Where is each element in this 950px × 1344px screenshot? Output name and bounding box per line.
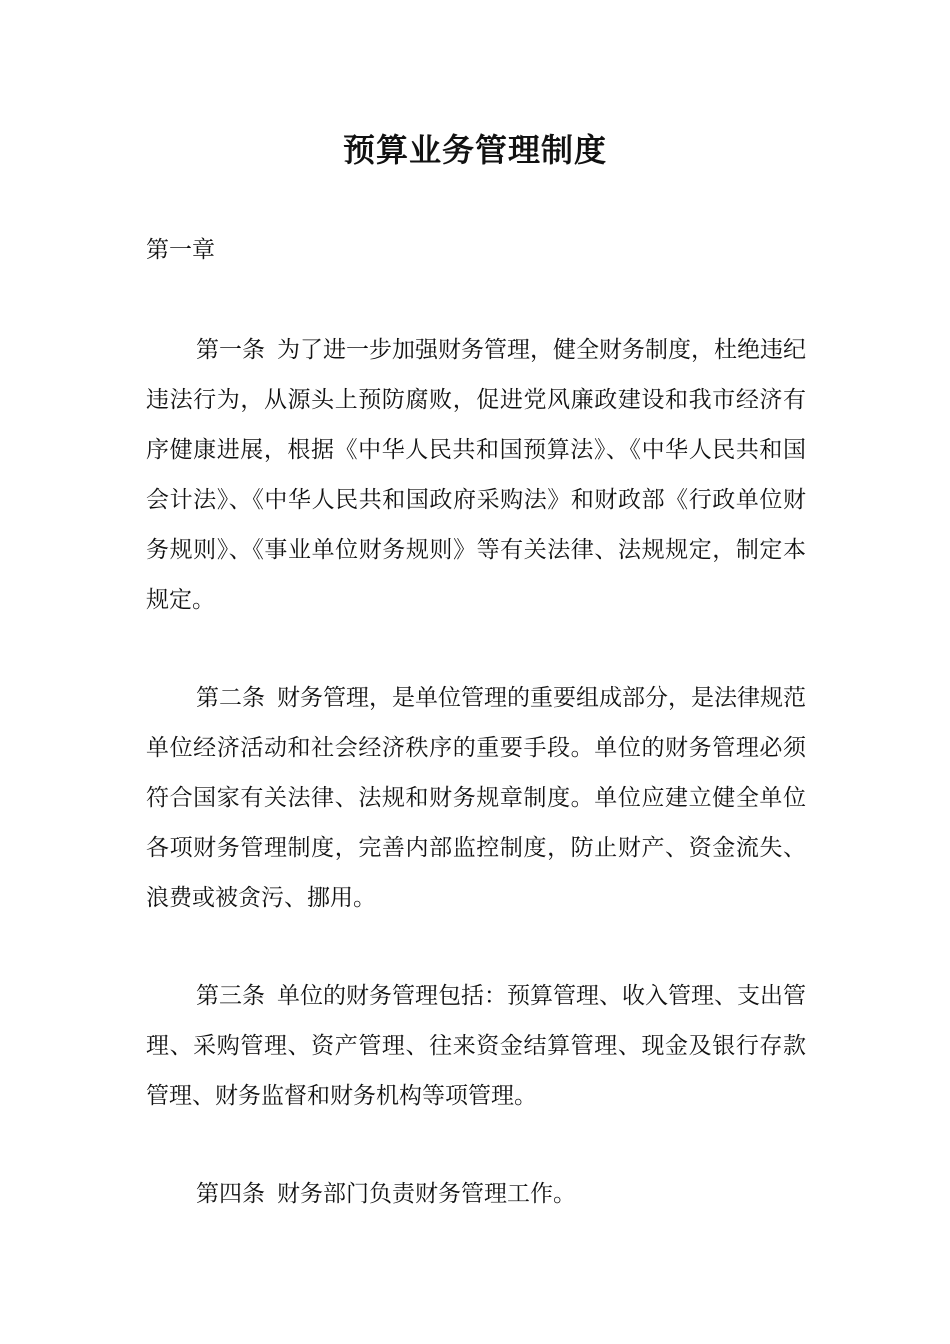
article-paragraph — [146, 325, 806, 625]
article-text: 单位的财务管理包括：预算管理、收入管理、支出管理、采购管理、资产管理、往来资金结算管理、现金及银行存款管理、财务监督和财务机构等项管理。 — [146, 983, 806, 1109]
document-title: 预算业务管理制度 — [342, 131, 607, 169]
article-paragraph — [146, 1169, 806, 1219]
article-number: 第四条 — [196, 1181, 265, 1207]
article-text: 为了进一步加强财务管理，健全财务制度，杜绝违纪违法行为，从源头上预防腐败，促进党风廉政建设和我市经济有序健康进展，根据《中华人民共和国预算法》、《中华人民共和国会计法》、《中华人民共和国政府采购法》和财政部《行政单位财务规则》、《事业单位财务规则》等有关法律、法规规定，制定本规定。 — [146, 337, 806, 613]
chapter-heading: 第一章 — [146, 237, 215, 263]
article-number: 第三条 — [196, 983, 265, 1009]
article-text: 财务管理，是单位管理的重要组成部分，是法律规范单位经济活动和社会经济秩序的重要手段。单位的财务管理必须符合国家有关法律、法规和财务规章制度。单位应建立健全单位各项财务管理制度，完善内部监控制度，防止财产、资金流失、浪费或被贪污、挪用。 — [146, 685, 806, 911]
article-number: 第一条 — [196, 337, 265, 363]
article-number: 第二条 — [196, 685, 265, 711]
article-paragraph — [146, 971, 806, 1121]
article-text: 财务部门负责财务管理工作。 — [277, 1181, 576, 1207]
article-paragraph — [146, 673, 806, 923]
